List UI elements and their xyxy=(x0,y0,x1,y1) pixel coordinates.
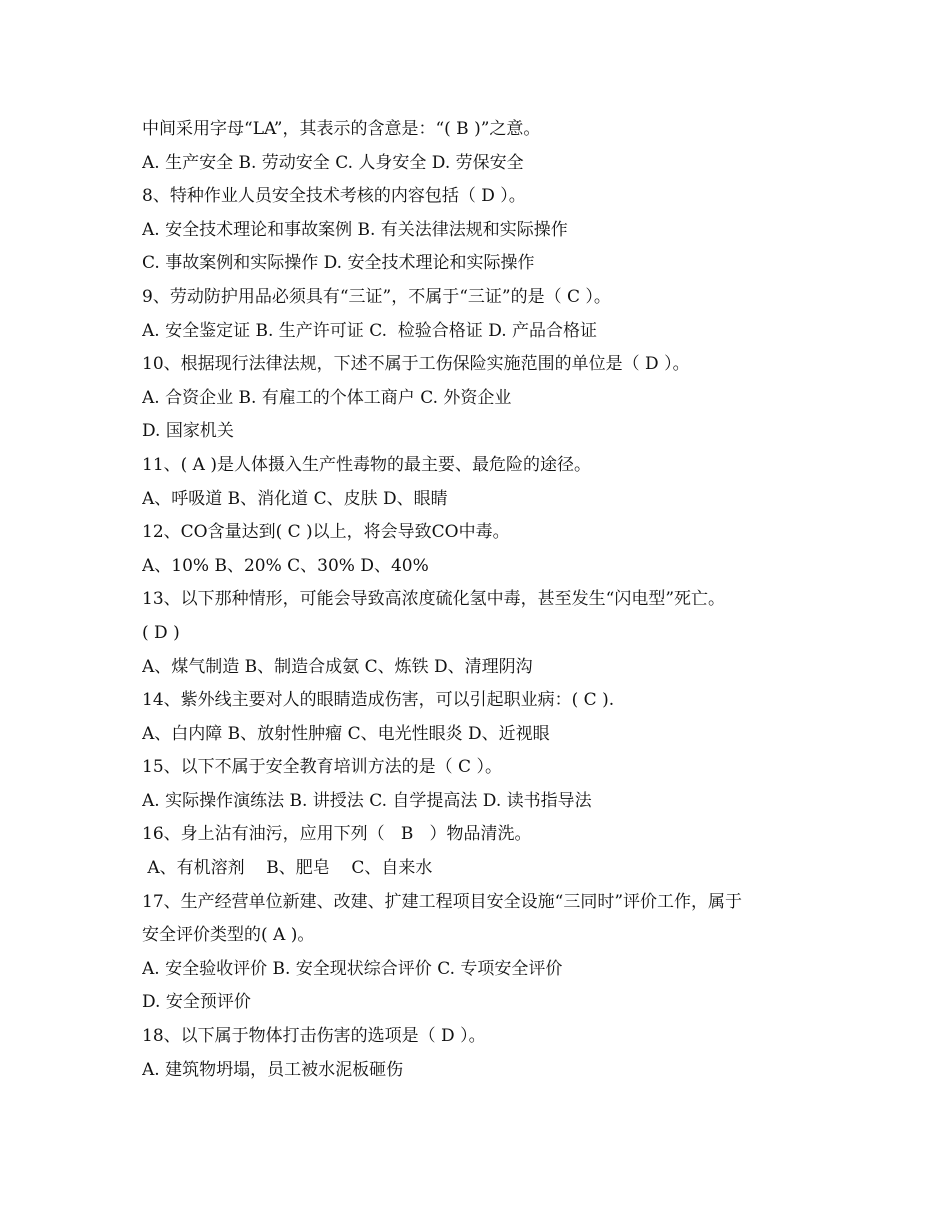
answer-options: A、10% B、20% C、30% D、40% xyxy=(142,555,429,576)
question-17: 17、生产经营单位新建、改建、扩建工程项目安全设施“三同时”评价工作，属于 xyxy=(142,891,743,912)
question-13-answer: ( D ) xyxy=(142,622,180,643)
question-11: 11、( A )是人体摄入生产性毒物的最主要、最危险的途径。 xyxy=(142,454,591,475)
question-9: 9、劳动防护用品必须具有“三证”，不属于“三证”的是（ C ）。 xyxy=(142,286,611,307)
question-16: 16、身上沾有油污，应用下列（ B ）物品清洗。 xyxy=(142,824,532,845)
answer-options: D. 国家机关 xyxy=(142,421,234,442)
answer-options: D. 安全预评价 xyxy=(142,992,251,1013)
question-10: 10、根据现行法律法规，下述不属于工伤保险实施范围的单位是（ D ）。 xyxy=(142,354,690,375)
answer-options: A. 安全鉴定证 B. 生产许可证 C. 检验合格证 D. 产品合格证 xyxy=(142,320,598,341)
answer-options: A、煤气制造 B、制造合成氨 C、炼铁 D、清理阴沟 xyxy=(142,656,533,677)
text-line: 中间采用字母“LA”，其表示的含意是：“( B )”之意。 xyxy=(142,119,541,139)
answer-options: A、有机溶剂 B、肥皂 C、自来水 xyxy=(142,858,433,879)
question-12: 12、CO含量达到( C )以上，将会导致CO中毒。 xyxy=(142,522,510,543)
question-17-continued: 安全评价类型的( A )。 xyxy=(142,925,315,946)
question-15: 15、以下不属于安全教育培训方法的是（ C ）。 xyxy=(142,757,502,778)
answer-options: A. 合资企业 B. 有雇工的个体工商户 C. 外资企业 xyxy=(142,387,512,408)
answer-options: A、白内障 B、放射性肿瘤 C、电光性眼炎 D、近视眼 xyxy=(142,723,550,744)
answer-options: A. 实际操作演练法 B. 讲授法 C. 自学提高法 D. 读书指导法 xyxy=(142,790,592,811)
answer-options: A. 生产安全 B. 劳动安全 C. 人身安全 D. 劳保安全 xyxy=(142,152,524,173)
answer-options: C. 事故案例和实际操作 D. 安全技术理论和实际操作 xyxy=(142,253,535,274)
answer-options: A、呼吸道 B、消化道 C、皮肤 D、眼睛 xyxy=(142,488,448,509)
question-18: 18、以下属于物体打击伤害的选项是（ D ）。 xyxy=(142,1026,486,1047)
answer-options: A. 建筑物坍塌，员工被水泥板砸伤 xyxy=(142,1059,404,1080)
question-13: 13、以下那种情形，可能会导致高浓度硫化氢中毒，甚至发生“闪电型”死亡。 xyxy=(142,589,726,610)
question-14: 14、紫外线主要对人的眼睛造成伤害，可以引起职业病：( C ). xyxy=(142,690,615,711)
question-8: 8、特种作业人员安全技术考核的内容包括（ D ）。 xyxy=(142,186,526,207)
answer-options: A. 安全验收评价 B. 安全现状综合评价 C. 专项安全评价 xyxy=(142,958,563,979)
answer-options: A. 安全技术理论和事故案例 B. 有关法律法规和实际操作 xyxy=(142,219,568,240)
document-body xyxy=(142,113,832,1087)
